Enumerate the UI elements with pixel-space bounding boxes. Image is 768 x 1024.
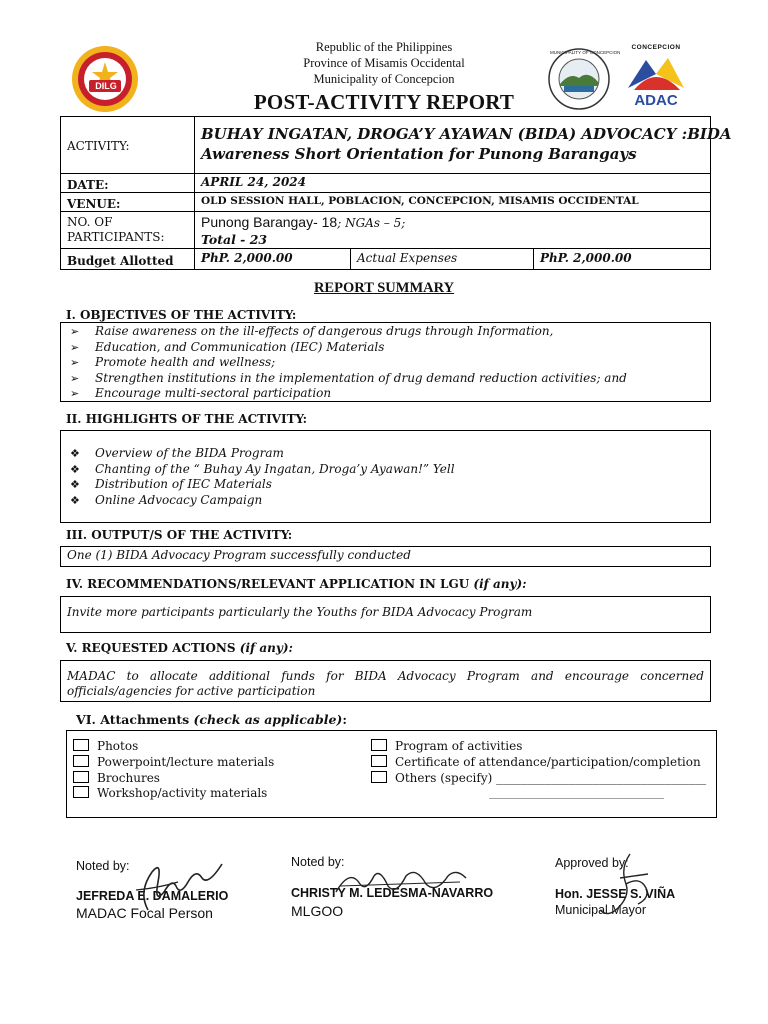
- participants-total: Total - 23: [201, 232, 268, 247]
- recommendations-heading: IV. RECOMMENDATIONS/RELEVANT APPLICATION IN LGU (if any):: [66, 577, 527, 591]
- sig1-caption: Noted by:: [76, 859, 130, 873]
- attachment-others: Others (specify) ___________________________________: [371, 771, 706, 787]
- adac-logo-text: ADAC: [634, 92, 678, 109]
- venue-value: OLD SESSION HALL, POBLACION, CONCEPCION, MISAMIS OCCIDENTAL: [201, 195, 639, 207]
- activity-label-cell: [60, 116, 195, 174]
- outputs-text: One (1) BIDA Advocacy Program successfully conducted: [67, 548, 411, 562]
- activity-value-cell: [194, 116, 732, 174]
- sig3-name: Hon. JESSE S. VIÑA: [555, 887, 676, 901]
- objectives-heading: I. OBJECTIVES OF THE ACTIVITY:: [66, 308, 297, 322]
- checkbox[interactable]: [371, 755, 387, 767]
- requested-text-line2: officials/agencies for active participation: [67, 684, 316, 698]
- arrow-bullet-icon: ➢: [70, 356, 80, 370]
- sig1-name: JEFREDA E. DAMALERIO: [76, 889, 229, 903]
- activity-value-line2: Awareness Short Orientation for Punong Barangays: [201, 145, 637, 163]
- attachments-box: [66, 730, 717, 818]
- objectives-box: [60, 322, 711, 402]
- date-value: APRIL 24, 2024: [201, 175, 306, 189]
- objective-item: ➢ Education, and Communication (IEC) Materials: [70, 339, 385, 354]
- checkbox[interactable]: [73, 755, 89, 767]
- sig3-signature: [590, 848, 670, 924]
- objective-item: ➢ Raise awareness on the ill-effects of dangerous drugs through Information,: [70, 324, 554, 338]
- municipal-seal-text: MUNICIPALITY OF CONCEPCION: [550, 50, 621, 55]
- diamond-bullet-icon: ❖: [70, 447, 80, 460]
- participants-pb: Punong Barangay- 18: [201, 214, 338, 230]
- date-label: DATE:: [67, 178, 109, 192]
- sig3-position: Municipal Mayor: [555, 903, 647, 917]
- outputs-box: [60, 546, 711, 567]
- checkbox[interactable]: [371, 739, 387, 751]
- attachment-certificate: Certificate of attendance/participation/completion: [371, 755, 706, 771]
- recommendations-box: [60, 596, 711, 633]
- arrow-bullet-icon: ➢: [70, 387, 80, 401]
- budget-value: PhP. 2,000.00: [201, 251, 293, 265]
- actual-value-cell: [533, 248, 711, 270]
- highlight-item: ❖ Chanting of the “ Buhay Ay Ingatan, Droga’y Ayawan!” Yell: [70, 461, 455, 476]
- checkbox[interactable]: [73, 786, 89, 798]
- participants-label-line2: PARTICIPANTS:: [67, 230, 165, 244]
- venue-value-cell: [194, 192, 711, 212]
- dilg-logo-text: DILG: [95, 81, 117, 91]
- checkbox[interactable]: [371, 771, 387, 783]
- highlights-box: [60, 430, 711, 523]
- province-line: Province of Misamis Occidental: [303, 56, 465, 70]
- participants-ngas: ; NGAs – 5;: [337, 216, 406, 230]
- page-title: POST-ACTIVITY REPORT: [253, 90, 515, 114]
- actual-label: Actual Expenses: [357, 251, 458, 265]
- diamond-bullet-icon: ❖: [70, 493, 80, 507]
- arrow-bullet-icon: ➢: [70, 371, 80, 385]
- arrow-bullet-icon: ➢: [70, 340, 80, 354]
- checkbox[interactable]: [73, 739, 89, 751]
- venue-label-cell: [60, 192, 195, 212]
- outputs-heading: III. OUTPUT/S OF THE ACTIVITY:: [66, 528, 293, 542]
- attachment-brochures: Brochures: [73, 771, 274, 787]
- republic-line: Republic of the Philippines: [315, 40, 453, 54]
- date-label-cell: [60, 173, 195, 193]
- activity-label: ACTIVITY:: [67, 139, 130, 153]
- participants-label-line1: NO. OF: [67, 215, 113, 229]
- report-summary-title: REPORT SUMMARY: [313, 280, 455, 296]
- arrow-bullet-icon: ➢: [70, 325, 80, 338]
- objective-item: ➢ Encourage multi-sectoral participation: [70, 386, 332, 401]
- highlights-heading: II. HIGHLIGHTS OF THE ACTIVITY:: [66, 412, 308, 426]
- diamond-bullet-icon: ❖: [70, 462, 80, 476]
- sig1-signature: [118, 852, 228, 920]
- recommendations-text: Invite more participants particularly the Youths for BIDA Advocacy Program: [67, 605, 533, 619]
- attachment-program: Program of activities: [371, 739, 706, 755]
- venue-label: VENUE:: [67, 197, 121, 211]
- diamond-bullet-icon: ❖: [70, 478, 80, 492]
- requested-text-line1: MADAC to allocate additional funds for BIDA Advocacy Program and encourage concerned: [67, 669, 704, 683]
- municipal-seal: [546, 48, 621, 110]
- objective-item: ➢ Strengthen institutions in the implementation of drug demand reduction activities; and: [70, 370, 627, 385]
- sig2-caption: Noted by:: [291, 855, 345, 869]
- sig1-position: MADAC Focal Person: [76, 905, 213, 921]
- attachment-others-line: ___________________________________: [489, 788, 664, 800]
- highlight-item: ❖ Overview of the BIDA Program: [70, 446, 284, 460]
- highlight-item: ❖ Distribution of IEC Materials: [70, 477, 272, 492]
- sig2-signature: [330, 862, 470, 902]
- budget-label: Budget Allotted: [67, 254, 174, 268]
- attachments-heading: VI. Attachments (check as applicable):: [76, 712, 347, 727]
- attachment-workshop: Workshop/activity materials: [73, 786, 274, 802]
- date-value-cell: [194, 173, 711, 193]
- budget-value-cell: [194, 248, 351, 270]
- sig2-name: CHRISTY M. LEDESMA-NAVARRO: [291, 886, 494, 900]
- sig3-caption: Approved by:: [555, 856, 629, 870]
- info-table: [60, 116, 732, 270]
- municipality-line: Municipality of Concepcion: [313, 72, 455, 86]
- actual-label-cell: [350, 248, 534, 270]
- attachment-photos: Photos: [73, 739, 274, 755]
- highlight-item: ❖ Online Advocacy Campaign: [70, 492, 263, 507]
- budget-label-cell: [60, 248, 195, 270]
- objective-item: ➢ Promote health and wellness;: [70, 355, 276, 370]
- participants-value-cell: [194, 211, 711, 249]
- adac-logo: [620, 44, 692, 114]
- actual-value: PhP. 2,000.00: [540, 251, 632, 265]
- participants-label-cell: [60, 211, 195, 249]
- attachment-powerpoint: Powerpoint/lecture materials: [73, 755, 274, 771]
- activity-value-line1: BUHAY INGATAN, DROGA’Y AYAWAN (BIDA) ADVOCACY :BIDA: [201, 125, 732, 143]
- adac-logo-top-text: CONCEPCION: [631, 44, 681, 51]
- sig2-position: MLGOO: [291, 903, 344, 919]
- requested-heading: V. REQUESTED ACTIONS (if any):: [66, 641, 293, 655]
- requested-box: [60, 660, 711, 702]
- checkbox[interactable]: [73, 771, 89, 783]
